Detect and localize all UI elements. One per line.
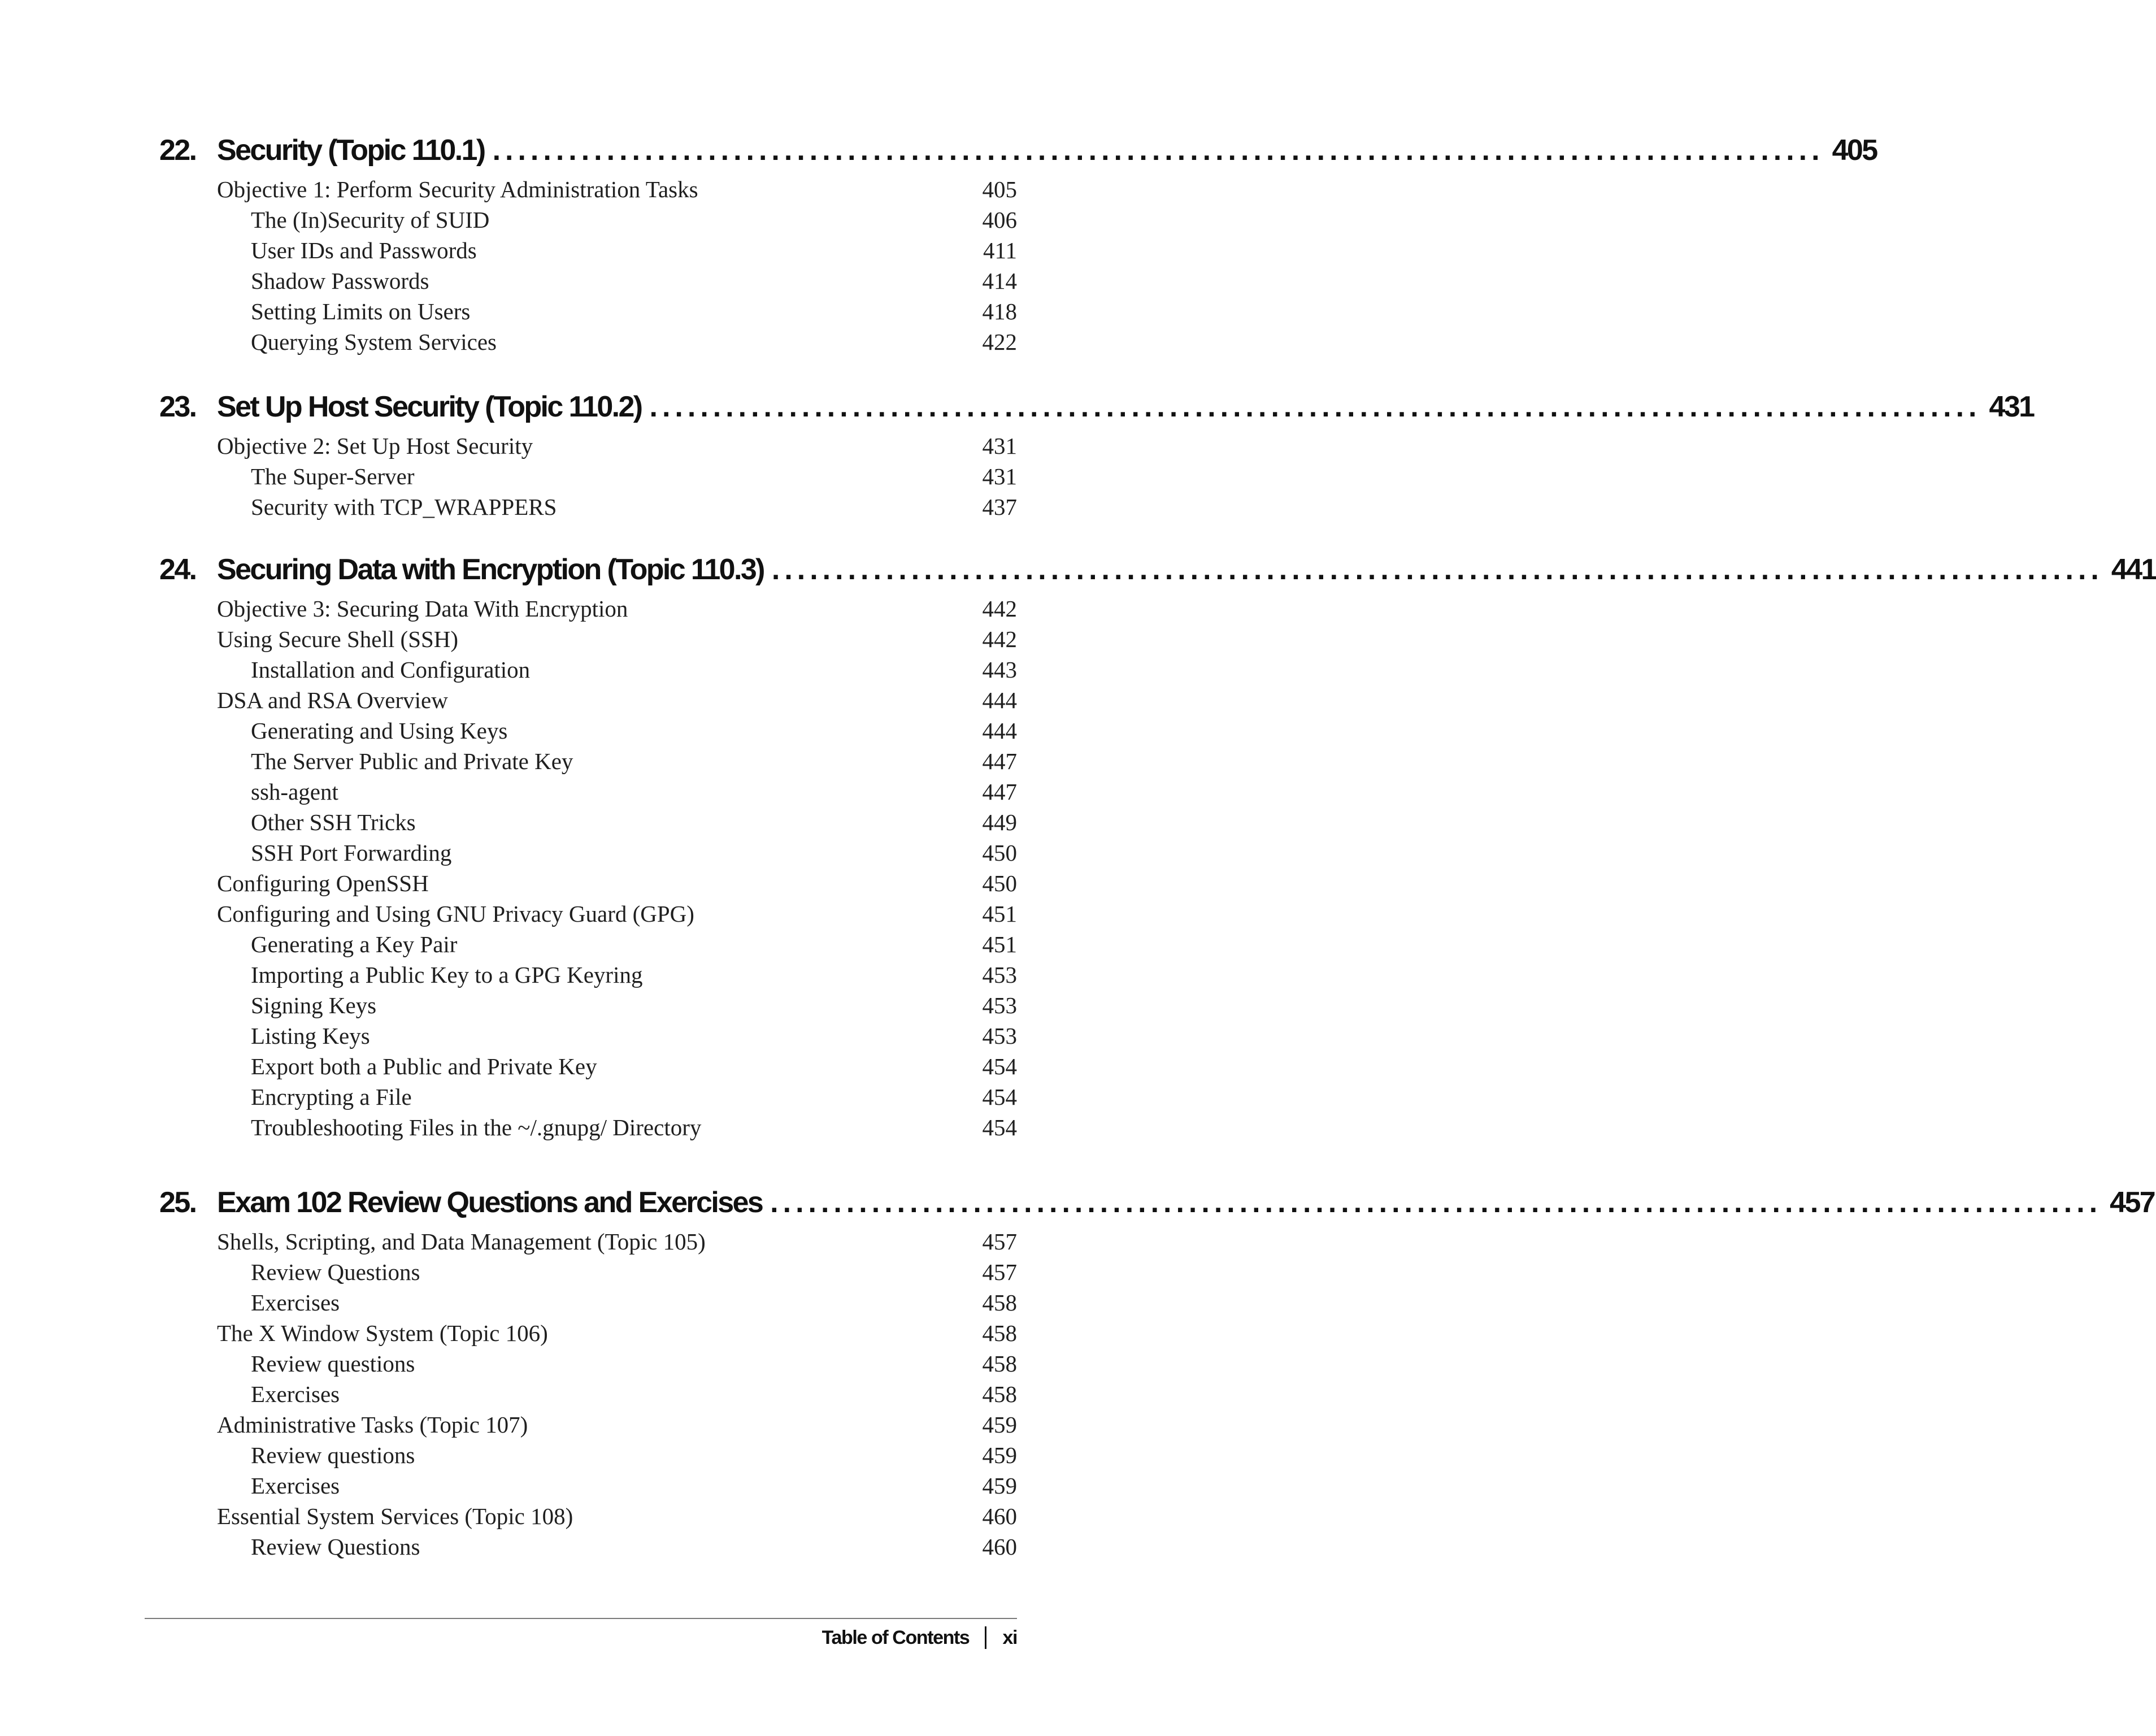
entry-title: Querying System Services	[251, 329, 497, 355]
entry-page-number: 451	[982, 931, 1017, 957]
entry-page-number: 447	[982, 748, 1017, 774]
entry-title: ssh-agent	[251, 779, 338, 805]
entry-page-number: 450	[982, 870, 1017, 896]
chapter-number: 22.	[159, 134, 196, 167]
entry-title: Security with TCP_WRAPPERS	[251, 494, 557, 520]
toc-chapter-23	[159, 385, 2034, 522]
toc-entry[interactable]	[159, 899, 1017, 929]
entry-title: Review Questions	[251, 1259, 420, 1285]
footer-divider	[145, 1618, 1017, 1619]
entry-title: Configuring and Using GNU Privacy Guard (GPG)	[217, 901, 694, 927]
entry-title: User IDs and Passwords	[251, 237, 477, 263]
entry-title: Signing Keys	[251, 992, 377, 1018]
entry-page-number: 422	[982, 329, 1017, 355]
toc-entry[interactable]	[159, 807, 1017, 837]
dot-leader: .........................................................................................................	[771, 553, 2103, 586]
entry-title: Generating and Using Keys	[251, 718, 508, 744]
toc-entry[interactable]	[159, 1379, 1017, 1409]
chapter-title: Set Up Host Security (Topic 110.2)	[217, 390, 642, 423]
toc-entry[interactable]	[159, 492, 1017, 522]
toc-entry[interactable]	[159, 593, 1017, 624]
toc-entry[interactable]	[159, 296, 1017, 327]
toc-entry[interactable]	[159, 1287, 1017, 1318]
entry-page-number: 453	[982, 1023, 1017, 1049]
entry-title: Review questions	[251, 1442, 415, 1468]
chapter-number: 23.	[159, 390, 196, 423]
entry-title: Listing Keys	[251, 1023, 370, 1049]
toc-entry[interactable]	[159, 868, 1017, 899]
entry-page-number: 457	[982, 1259, 1017, 1285]
toc-entry[interactable]	[159, 327, 1017, 357]
entry-title: Other SSH Tricks	[251, 809, 416, 835]
entry-page-number: 458	[982, 1320, 1017, 1346]
entry-list	[159, 431, 1017, 522]
entry-list	[159, 174, 1017, 357]
footer-page-number: xi	[1002, 1626, 1017, 1648]
entry-page-number: 437	[982, 494, 1017, 520]
entry-page-number: 453	[982, 962, 1017, 988]
entry-page-number: 450	[982, 840, 1017, 866]
toc-entry[interactable]	[159, 929, 1017, 960]
entry-title: Exercises	[251, 1473, 340, 1499]
entry-page-number: 454	[982, 1053, 1017, 1079]
toc-entry[interactable]	[159, 1409, 1017, 1440]
dot-leader: .........................................................................................................	[770, 1186, 2102, 1219]
page-footer	[822, 1626, 1017, 1649]
entry-page-number: 444	[982, 718, 1017, 744]
toc-entry[interactable]	[159, 990, 1017, 1021]
entry-page-number: 453	[982, 992, 1017, 1018]
entry-title: The Super-Server	[251, 463, 415, 489]
entry-page-number: 457	[982, 1229, 1017, 1255]
chapter-page-number: 431	[1989, 390, 2034, 423]
entry-page-number: 451	[982, 901, 1017, 927]
footer-separator	[985, 1626, 986, 1649]
chapter-number: 25.	[159, 1186, 196, 1219]
chapter-title: Security (Topic 110.1)	[217, 134, 485, 167]
toc-entry[interactable]	[159, 1440, 1017, 1470]
entry-page-number: 449	[982, 809, 1017, 835]
entry-page-number: 460	[982, 1503, 1017, 1529]
toc-entry[interactable]	[159, 1112, 1017, 1143]
toc-entry[interactable]	[159, 1318, 1017, 1348]
entry-title: Using Secure Shell (SSH)	[217, 626, 459, 652]
entry-title: The Server Public and Private Key	[251, 748, 573, 774]
toc-entry[interactable]	[159, 1021, 1017, 1051]
toc-entry[interactable]	[159, 1348, 1017, 1379]
entry-title: SSH Port Forwarding	[251, 840, 452, 866]
entry-page-number: 406	[982, 207, 1017, 233]
entry-title: Shadow Passwords	[251, 268, 429, 294]
entry-page-number: 460	[982, 1534, 1017, 1560]
entry-list	[159, 1226, 1017, 1562]
toc-entry[interactable]	[159, 837, 1017, 868]
entry-page-number: 458	[982, 1290, 1017, 1316]
entry-page-number: 459	[982, 1442, 1017, 1468]
toc-entry[interactable]	[159, 174, 1017, 205]
toc-entry[interactable]	[159, 1257, 1017, 1287]
chapter-page-number: 457	[2110, 1186, 2155, 1219]
chapter-heading[interactable]	[159, 129, 1877, 174]
chapter-heading[interactable]	[159, 548, 2156, 593]
entry-page-number: 459	[982, 1473, 1017, 1499]
entry-page-number: 418	[982, 298, 1017, 324]
toc-entry[interactable]	[159, 624, 1017, 654]
entry-title: The (In)Security of SUID	[251, 207, 490, 233]
entry-title: Generating a Key Pair	[251, 931, 458, 957]
toc-entry[interactable]	[159, 960, 1017, 990]
entry-title: Installation and Configuration	[251, 657, 531, 683]
toc-entry[interactable]	[159, 715, 1017, 746]
toc-entry[interactable]	[159, 431, 1017, 461]
entry-title: Exercises	[251, 1290, 340, 1316]
toc-entry[interactable]	[159, 1470, 1017, 1501]
toc-chapter-25	[159, 1181, 2155, 1562]
toc-entry[interactable]	[159, 205, 1017, 235]
entry-page-number: 442	[982, 626, 1017, 652]
entry-page-number: 431	[982, 463, 1017, 489]
entry-title: Essential System Services (Topic 108)	[217, 1503, 573, 1529]
entry-title: DSA and RSA Overview	[217, 687, 448, 713]
entry-title: Administrative Tasks (Topic 107)	[217, 1412, 528, 1438]
entry-page-number: 458	[982, 1381, 1017, 1407]
entry-page-number: 405	[982, 176, 1017, 202]
entry-title: Objective 1: Perform Security Administration Tasks	[217, 176, 698, 202]
toc-entry[interactable]	[159, 1226, 1017, 1257]
toc-entry[interactable]	[159, 1082, 1017, 1112]
entry-title: The X Window System (Topic 106)	[217, 1320, 548, 1346]
toc-chapter-24	[159, 548, 2156, 1143]
chapter-page-number: 441	[2111, 553, 2156, 586]
entry-title: Troubleshooting Files in the ~/.gnupg/ Directory	[251, 1114, 702, 1140]
entry-title: Setting Limits on Users	[251, 298, 471, 324]
toc-entry[interactable]	[159, 1501, 1017, 1531]
entry-page-number: 447	[982, 779, 1017, 805]
dot-leader: .........................................................................................................	[492, 134, 1824, 167]
entry-page-number: 411	[983, 237, 1017, 263]
entry-title: Shells, Scripting, and Data Management (Topic 105)	[217, 1229, 706, 1255]
footer-section-label: Table of Contents	[821, 1626, 970, 1648]
toc-entry[interactable]	[159, 235, 1017, 266]
entry-page-number: 414	[982, 268, 1017, 294]
toc-entry[interactable]	[159, 746, 1017, 776]
entry-title: Exercises	[251, 1381, 340, 1407]
dot-leader: .........................................................................................................	[649, 390, 1981, 423]
entry-page-number: 431	[982, 433, 1017, 459]
entry-title: Configuring OpenSSH	[217, 870, 429, 896]
toc-entry[interactable]	[159, 461, 1017, 492]
entry-title: Review questions	[251, 1351, 415, 1377]
entry-title: Review Questions	[251, 1534, 420, 1560]
chapter-title: Securing Data with Encryption (Topic 110.3)	[217, 553, 764, 586]
toc-entry[interactable]	[159, 1531, 1017, 1562]
entry-page-number: 454	[982, 1114, 1017, 1140]
entry-title: Objective 3: Securing Data With Encryption	[217, 596, 628, 622]
entry-page-number: 442	[982, 596, 1017, 622]
chapter-page-number: 405	[1832, 134, 1877, 167]
entry-page-number: 444	[982, 687, 1017, 713]
entry-page-number: 443	[982, 657, 1017, 683]
entry-page-number: 459	[982, 1412, 1017, 1438]
chapter-heading[interactable]	[159, 1181, 2155, 1226]
chapter-title: Exam 102 Review Questions and Exercises	[217, 1186, 763, 1219]
entry-list	[159, 593, 1017, 1143]
entry-title: Encrypting a File	[251, 1084, 412, 1110]
toc-entry[interactable]	[159, 685, 1017, 715]
entry-page-number: 458	[982, 1351, 1017, 1377]
toc-entry[interactable]	[159, 776, 1017, 807]
toc-entry[interactable]	[159, 266, 1017, 296]
entry-title: Importing a Public Key to a GPG Keyring	[251, 962, 643, 988]
entry-title: Objective 2: Set Up Host Security	[217, 433, 533, 459]
entry-page-number: 454	[982, 1084, 1017, 1110]
toc-chapter-22	[159, 129, 1877, 357]
chapter-heading[interactable]	[159, 385, 2034, 431]
toc-entry[interactable]	[159, 654, 1017, 685]
entry-title: Export both a Public and Private Key	[251, 1053, 597, 1079]
toc-entry[interactable]	[159, 1051, 1017, 1082]
chapter-number: 24.	[159, 553, 196, 586]
